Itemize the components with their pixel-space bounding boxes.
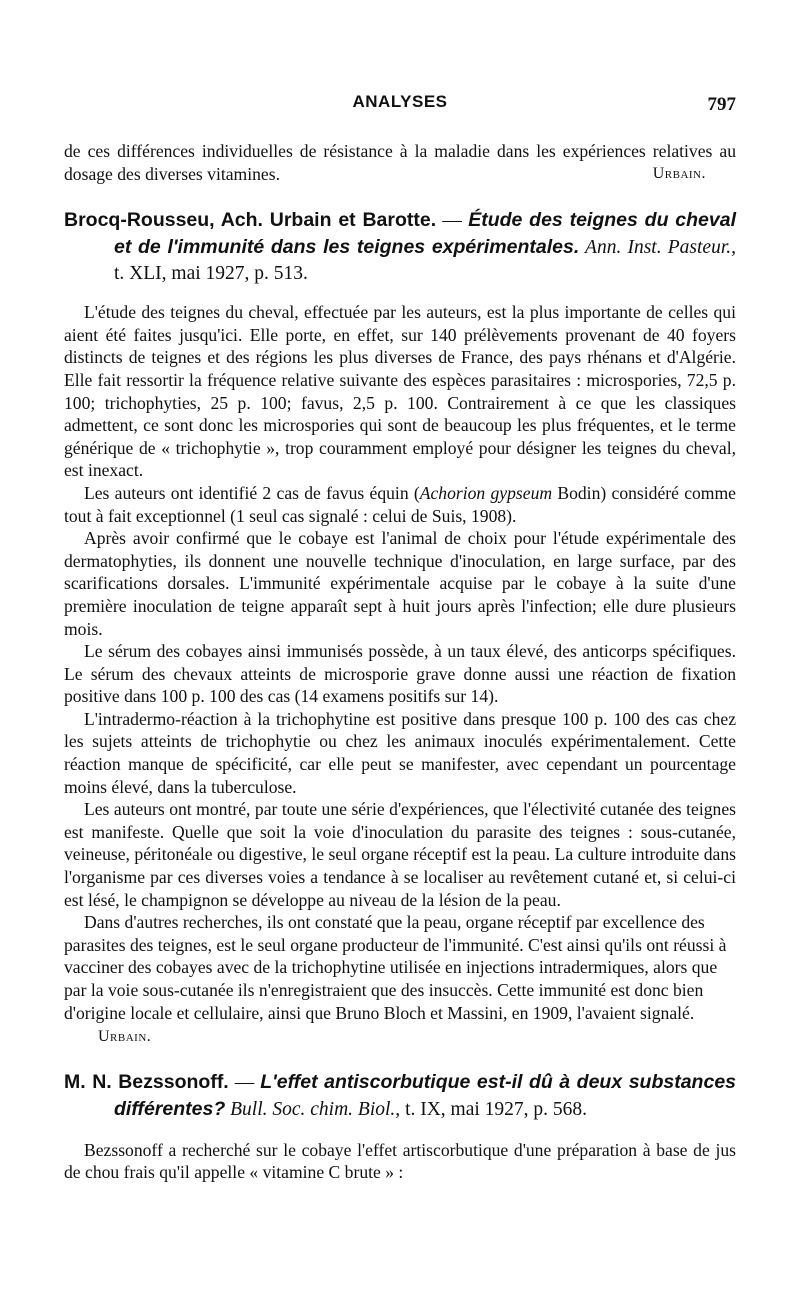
- abstract-paragraph: Dans d'autres recherches, ils ont constaté que la peau, organe réceptif par excellence des parasites des teignes, est le seul organe producteur de l'immunité. C'est ainsi qu'ils ont réussi à vacciner des cobayes avec de la trichophytine utilisée en injections intradermiques, alors que par la voie sous-cutanée ils n'enregistraient que des insuccès. Cette immunité est donc bien d'origine locale et cellulaire, ainsi que Bruno Bloch et Massini, en 1909, l'avaient signalé.Urbain.: [64, 911, 736, 1049]
- section-title: ANALYSES: [352, 92, 448, 111]
- intro-text: de ces différences individuelles de résistance à la maladie dans les expériences relatives au dosage des diverses vitamines. Urbain.: [64, 141, 736, 184]
- article-volume: t. IX, mai 1927, p. 568.: [400, 1098, 588, 1120]
- page-body: [64, 140, 736, 1184]
- article-journal: Bull. Soc. chim. Biol.,: [225, 1098, 401, 1120]
- reviewer-signature: Urbain.: [98, 1028, 152, 1046]
- continued-paragraph: [64, 140, 736, 185]
- species-name: Achorion gypseum: [419, 482, 553, 503]
- article-authors: M. N. Bezssonoff.: [64, 1070, 229, 1093]
- abstract-paragraph: Bezssonoff a recherché sur le cobaye l'effet artiscorbutique d'une préparation à base de jus de chou frais qu'il appelle « vitamine C brute » :: [64, 1139, 736, 1183]
- article-title: Étude des teignes du cheval et de l'immunité dans les teignes expérimentales.: [114, 209, 737, 259]
- page-number: 797: [707, 94, 736, 115]
- article-title: L'effet antiscorbutique est-il dû à deux substances différentes?: [114, 1070, 737, 1120]
- reviewer-signature: Urbain.: [652, 164, 706, 182]
- abstract-paragraph: Après avoir confirmé que le cobaye est l'animal de choix pour l'étude expérimentale des dermatophyties, ils donnent une nouvelle technique d'inoculation, en large surface, par des scarifications dorsales. L'immunité expérimentale acquise par le cobaye à la suite d'une première inoculation de teigne apparaît sept à huit jours après l'infection; elle dure plusieurs mois.: [64, 528, 736, 639]
- article-authors: Brocq-Rousseu, Ach. Urbain et Barotte.: [64, 209, 437, 232]
- article-volume: t. XLI, mai 1927, p. 513.: [114, 263, 308, 285]
- running-header: [64, 92, 736, 116]
- article-reference: Brocq-Rousseu, Ach. Urbain et Barotte. — Étude des teignes du cheval et de l'immunité dans les teignes expérimentales. Ann. Inst. Pasteur., t. XLI, mai 1927, p. 513.: [64, 209, 737, 285]
- abstract-paragraph: Les auteurs ont montré, par toute une série d'expériences, que l'électivité cutanée des teignes est manifeste. Quelle que soit la voie d'inoculation du parasite des teignes : sous-cutanée, veineuse, péritonéale ou digestive, le seul organe réceptif est la peau. La culture introduite dans l'organisme par ces diverses voies a tendance à se localiser au revêtement cutané et, si celui-ci est lésé, le champignon se développe au niveau de la lésion de la peau.: [64, 799, 736, 910]
- abstract-paragraph: Le sérum des cobayes ainsi immunisés possède, à un taux élevé, des anticorps spécifiques. Le sérum des chevaux atteints de microsporie grave donne aussi une réaction de fixation positive dans 100 p. 100 des cas (14 examens positifs sur 14).: [64, 641, 736, 707]
- abstract-paragraph: L'étude des teignes du cheval, effectuée par les auteurs, est la plus importante de celles qui aient été faites jusqu'ici. Elle porte, en effet, sur 140 prélèvements provenant de 40 foyers distincts de teignes et des régions les plus diverses de France, des pays rhénans et d'Algérie. Elle fait ressortir la fréquence relative suivante des espèces parasitaires : microspories, 72,5 p. 100; trichophyties, 25 p. 100; favus, 2,5 p. 100. Contrairement à ce que les classiques admettent, ce sont donc les microspories qui sont de beaucoup les plus fréquentes, et le terme générique de « trichophytie », trop couramment employé pour désigner les teignes du cheval, est inexact.: [64, 302, 736, 481]
- abstract-paragraph: Les auteurs ont identifié 2 cas de favus équin (Achorion gypseum Bodin) considéré comme tout à fait exceptionnel (1 seul cas signalé : celui de Suis, 1908).: [64, 482, 736, 526]
- article-journal: Ann. Inst. Pasteur.,: [579, 237, 736, 259]
- abstract-paragraph: L'intradermo-réaction à la trichophytine est positive dans presque 100 p. 100 des cas chez les sujets atteints de trichophytie ou chez les animaux inoculés expérimentalement. Cette réaction manque de spécificité, car elle peut se manifester, avec cependant un pourcentage moins élevé, dans la tuberculose.: [64, 708, 736, 797]
- article-reference: M. N. Bezssonoff. — L'effet antiscorbutique est-il dû à deux substances différentes? Bull. Soc. chim. Biol., t. IX, mai 1927, p. 568.: [64, 1070, 737, 1120]
